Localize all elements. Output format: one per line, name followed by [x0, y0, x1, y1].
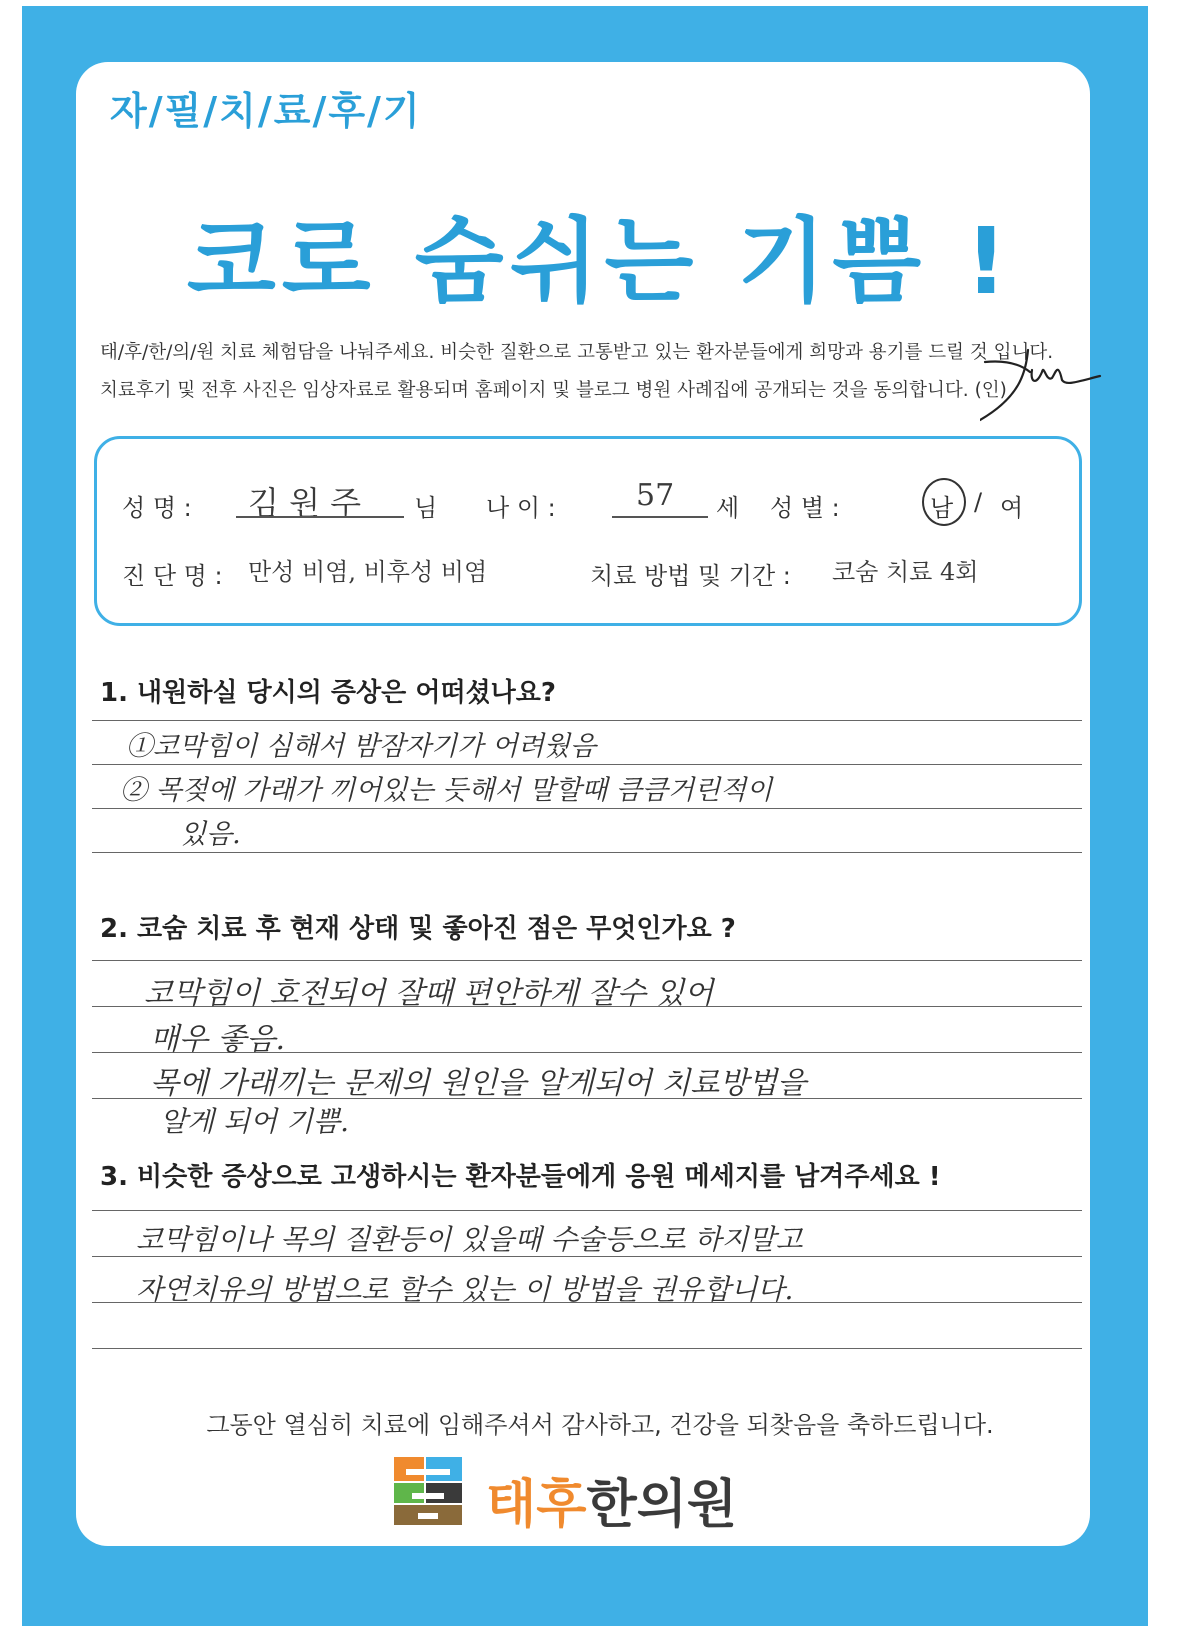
intro-line-2 — [100, 376, 1007, 402]
answer-rule — [92, 808, 1082, 809]
name-label: 성 명 : — [122, 494, 192, 522]
name-value: 김 원 주 — [248, 484, 362, 522]
consent-suffix: (인) — [974, 380, 1007, 401]
tag-title: 자/필/치/료/후/기 — [110, 89, 422, 133]
age-suffix: 세 — [716, 494, 740, 522]
patient-info-box — [94, 436, 1082, 626]
closing-message: 그동안 열심히 치료에 임해주셔서 감사하고, 건강을 되찾음을 축하드립니다. — [206, 1411, 994, 1439]
logo-text-part1: 태후 — [486, 1475, 587, 1535]
diagnosis-value: 만성 비염, 비후성 비염 — [248, 558, 488, 586]
name-underline — [236, 516, 404, 518]
question-2: 2. 코숨 치료 후 현재 상태 및 좋아진 점은 무엇인가요 ? — [100, 914, 736, 944]
signature-icon — [980, 342, 1120, 432]
q2-answer-line-1: 코막힘이 호전되어 잘때 편안하게 잘수 있어 — [144, 976, 714, 1011]
name-suffix: 님 — [414, 494, 438, 522]
q2-answer-line-3: 목에 가래끼는 문제의 원인을 알게되어 치료방법을 — [150, 1066, 807, 1101]
gender-separator: / — [974, 488, 983, 516]
intro-line-2-text: 치료후기 및 전후 사진은 임상자료로 활용되며 홈페이지 및 블로그 병원 사례집에 공개되는 것을 동의합니다. — [100, 380, 969, 401]
gender-male: 남 — [930, 494, 954, 522]
q2-answer-line-2: 매우 좋음. — [150, 1022, 285, 1057]
q1-answer-line-1: ①코막힘이 심해서 밤잠자기가 어려웠음 — [126, 731, 597, 762]
answer-rule — [92, 1348, 1082, 1349]
age-value: 57 — [636, 478, 675, 513]
question-3: 3. 비슷한 증상으로 고생하시는 환자분들에게 응원 메세지를 남겨주세요 ! — [100, 1162, 941, 1192]
q3-answer-line-2: 자연치유의 방법으로 할수 있는 이 방법을 권유합니다. — [136, 1273, 794, 1306]
gender-female: 여 — [1000, 494, 1024, 522]
logo-text-part2: 한의원 — [586, 1475, 738, 1535]
question-1: 1. 내원하실 당시의 증상은 어떠셨나요? — [100, 678, 556, 708]
intro-line-1: 태/후/한/의/원 치료 체험담을 나눠주세요. 비슷한 질환으로 고통받고 있는 환자분들에게 희망과 용기를 드릴 것 입니다. — [100, 342, 1054, 363]
diagnosis-label: 진 단 명 : — [122, 562, 223, 590]
gender-label: 성 별 : — [770, 494, 840, 522]
logo-text — [486, 1462, 737, 1537]
main-title: 코로 숨쉬는 기쁨 ! — [186, 208, 1014, 315]
q3-answer-line-1: 코막힘이나 목의 질환등이 있을때 수술등으로 하지말고 — [136, 1223, 803, 1256]
treatment-label: 치료 방법 및 기간 : — [590, 562, 791, 590]
age-underline — [612, 516, 708, 518]
age-label: 나 이 : — [486, 494, 556, 522]
answer-rule — [92, 720, 1082, 721]
treatment-value: 코숨 치료 4회 — [832, 558, 979, 586]
q1-answer-line-3: 있음. — [180, 819, 241, 850]
answer-rule — [92, 764, 1082, 765]
answer-rule — [92, 852, 1082, 853]
answer-rule — [92, 960, 1082, 961]
q2-answer-line-4: 알게 되어 기쁨. — [160, 1105, 349, 1138]
q1-answer-line-2: ② 목젖에 가래가 끼어있는 듯해서 말할때 큼큼거린적이 — [120, 775, 773, 806]
answer-rule — [92, 1210, 1082, 1211]
taehu-logo-icon — [392, 1455, 464, 1527]
